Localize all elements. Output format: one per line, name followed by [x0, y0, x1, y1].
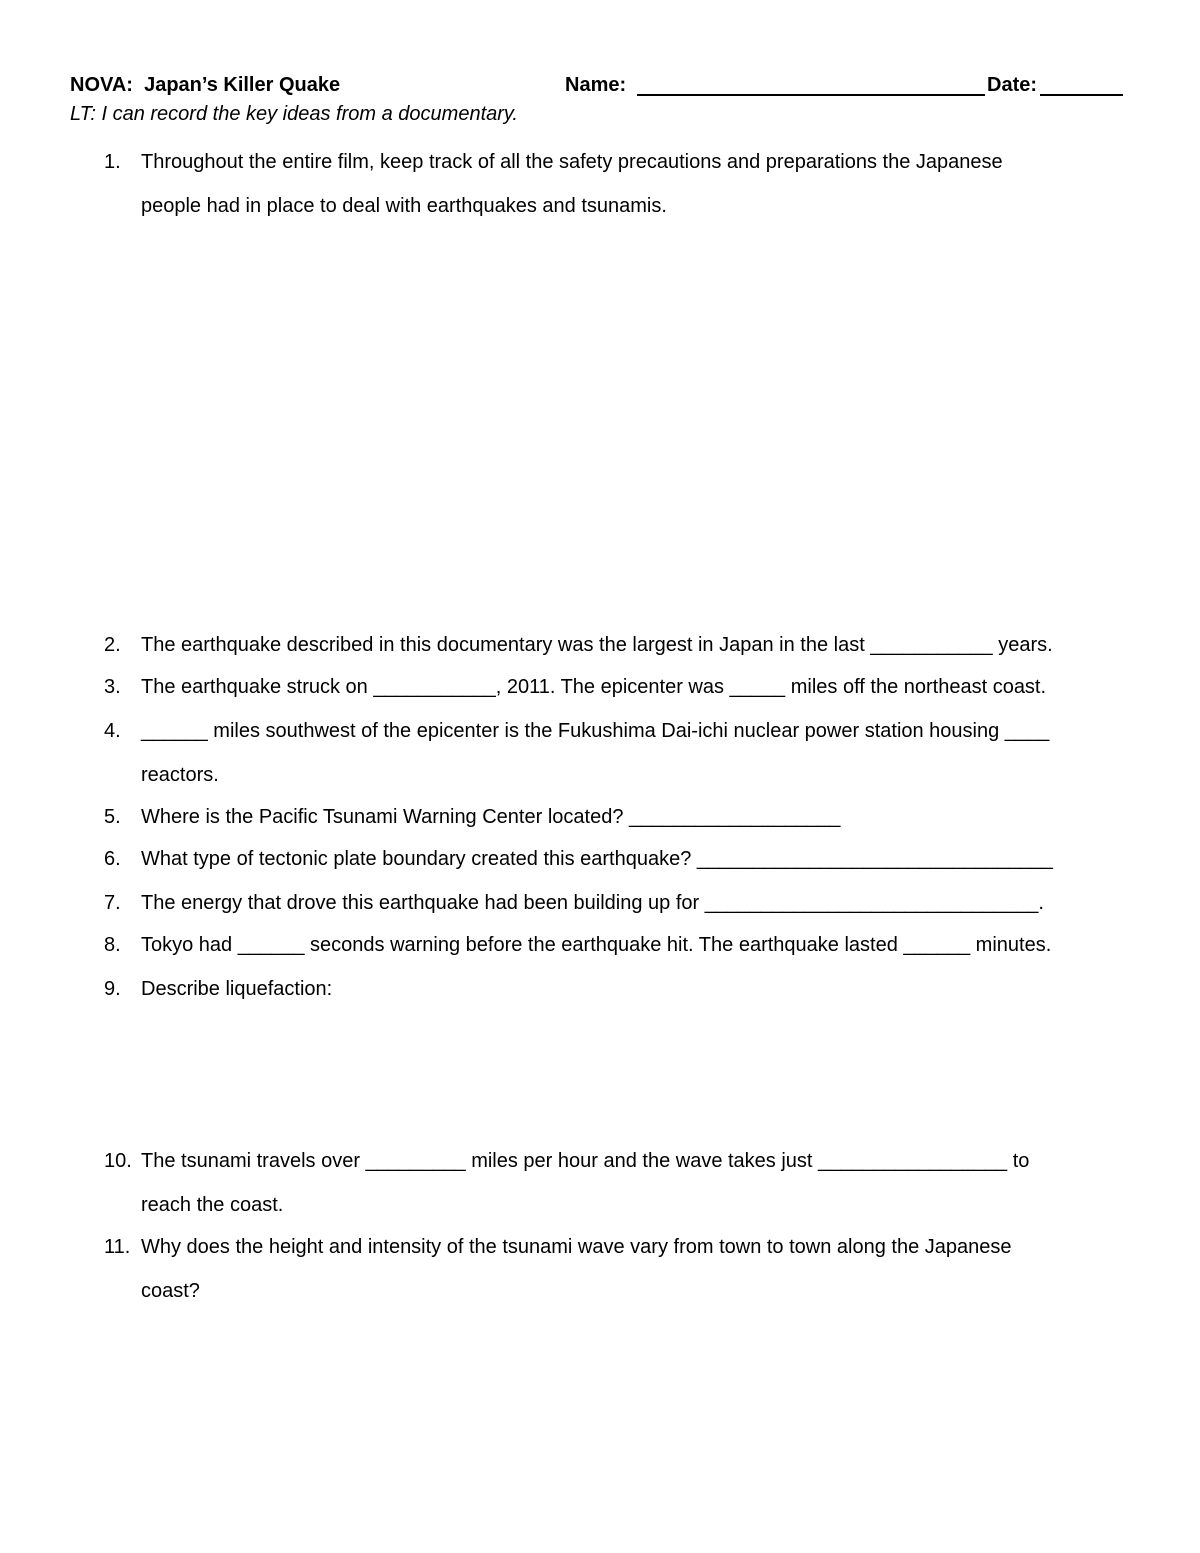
name-label: Name: — [565, 74, 632, 96]
question-10 — [104, 1139, 1144, 1227]
question-text: The energy that drove this earthquake had been building up for ______________________________. — [141, 892, 1044, 914]
question-number: 6. — [104, 848, 121, 870]
question-number: 11. — [104, 1236, 131, 1258]
question-text: Tokyo had ______ seconds warning before the earthquake hit. The earthquake lasted ______ minutes. — [141, 934, 1052, 956]
question-3 — [104, 665, 1144, 709]
date-label: Date: — [987, 74, 1038, 96]
question-4 — [104, 709, 1144, 797]
question-number: 2. — [104, 634, 121, 656]
worksheet-title: NOVA: Japan’s Killer Quake — [70, 74, 341, 96]
question-2 — [104, 623, 1144, 667]
question-7 — [104, 881, 1144, 925]
question-text: ______ miles southwest of the epicenter is the Fukushima Dai-ichi nuclear power station housing ____ reactors. — [141, 720, 1050, 786]
question-number: 1. — [104, 151, 121, 173]
learning-target: LT: I can record the key ideas from a documentary. — [70, 103, 518, 125]
question-8 — [104, 923, 1144, 967]
question-text: Throughout the entire film, keep track of all the safety precautions and preparations the Japanese people had in place to deal with earthquakes and tsunamis. — [141, 151, 1003, 217]
question-text: Why does the height and intensity of the tsunami wave vary from town to town along the Japanese coast? — [141, 1236, 1012, 1302]
question-text: Describe liquefaction: — [141, 978, 333, 1000]
question-text: Where is the Pacific Tsunami Warning Center located? ___________________ — [141, 806, 841, 828]
date-blank-line[interactable] — [1040, 94, 1123, 96]
question-number: 7. — [104, 892, 121, 914]
question-number: 10. — [104, 1150, 132, 1172]
question-text: The tsunami travels over _________ miles per hour and the wave takes just _________________ to reach the coast. — [141, 1150, 1030, 1216]
question-text: The earthquake struck on ___________, 2011. The epicenter was _____ miles off the northeast coast. — [141, 676, 1047, 698]
question-5 — [104, 795, 1144, 839]
question-9 — [104, 967, 1144, 1011]
question-text: What type of tectonic plate boundary created this earthquake? ________________________________ — [141, 848, 1053, 870]
question-1 — [104, 140, 1144, 228]
question-6 — [104, 837, 1144, 881]
question-number: 3. — [104, 676, 121, 698]
question-number: 8. — [104, 934, 121, 956]
question-number: 4. — [104, 720, 121, 742]
name-blank-line[interactable] — [637, 94, 985, 96]
question-11 — [104, 1225, 1144, 1313]
question-text: The earthquake described in this documentary was the largest in Japan in the last ___________ years. — [141, 634, 1053, 656]
question-number: 5. — [104, 806, 121, 828]
question-number: 9. — [104, 978, 121, 1000]
